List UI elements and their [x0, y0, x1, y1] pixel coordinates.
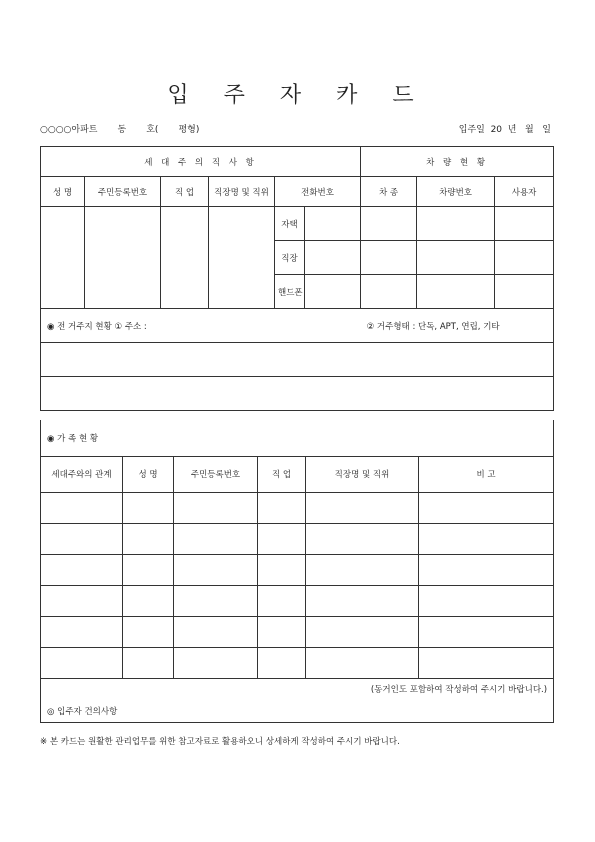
car-number-field-2[interactable]	[417, 241, 495, 275]
resident-number-field[interactable]	[85, 207, 161, 309]
phone-type-work: 직장	[275, 241, 305, 275]
family-section-title: ◉ 가 족 현 황	[41, 420, 554, 456]
col-family-name: 성 명	[123, 456, 174, 492]
resident-card-form	[40, 146, 554, 411]
car-number-field-1[interactable]	[417, 207, 495, 241]
col-car-type: 차 종	[361, 177, 417, 207]
family-row[interactable]	[41, 616, 554, 647]
family-row[interactable]	[41, 554, 554, 585]
car-user-field-1[interactable]	[495, 207, 554, 241]
family-row[interactable]	[41, 523, 554, 554]
car-type-field-1[interactable]	[361, 207, 417, 241]
footer-note: ※ 본 카드는 원활한 관리업무를 위한 참고자료로 활용하오니 상세하게 작성하여 주시기 바랍니다.	[40, 737, 400, 747]
phone-work-field[interactable]	[305, 241, 361, 275]
vehicle-section-title: 차 량 현 황	[361, 147, 554, 177]
family-row[interactable]	[41, 647, 554, 678]
resident-notes-box[interactable]	[41, 678, 554, 722]
family-table	[40, 420, 554, 723]
car-user-field-3[interactable]	[495, 275, 554, 309]
phone-home-field[interactable]	[305, 207, 361, 241]
previous-address-field-2[interactable]	[41, 377, 554, 411]
family-row[interactable]	[41, 585, 554, 616]
name-field[interactable]	[41, 207, 85, 309]
col-occupation: 직 업	[161, 177, 209, 207]
family-row[interactable]	[41, 492, 554, 523]
col-resident-number: 주민등록번호	[85, 177, 161, 207]
col-phone: 전화번호	[275, 177, 361, 207]
resident-notes-label: ◎ 입주자 건의사항	[47, 706, 118, 717]
col-relation: 세대주와의 관계	[41, 456, 123, 492]
col-workplace: 직장명 및 직위	[209, 177, 275, 207]
page-title: 입 주 자 카 드	[167, 83, 428, 108]
car-user-field-2[interactable]	[495, 241, 554, 275]
occupation-field[interactable]	[161, 207, 209, 309]
move-in-date: 입주일 20 년 월 일	[458, 125, 551, 135]
household-section-title: 세 대 주 의 직 사 항	[41, 147, 361, 177]
col-remarks: 비 고	[419, 456, 554, 492]
housing-type-label: ② 거주형태 : 단독, APT, 연립, 기타	[361, 309, 554, 343]
col-car-number: 차량번호	[417, 177, 495, 207]
col-family-workplace: 직장명 및 직위	[306, 456, 419, 492]
col-family-resident-number: 주민등록번호	[174, 456, 258, 492]
car-number-field-3[interactable]	[417, 275, 495, 309]
car-type-field-3[interactable]	[361, 275, 417, 309]
col-family-occupation: 직 업	[258, 456, 306, 492]
previous-address-field-1[interactable]	[41, 343, 554, 377]
previous-address-label: ◉ 전 거주지 현황 ① 주소 :	[41, 309, 361, 343]
phone-type-home: 자택	[275, 207, 305, 241]
phone-mobile-field[interactable]	[305, 275, 361, 309]
unit-info: ○○○○아파트 동 호( 평형)	[40, 125, 200, 135]
col-name: 성 명	[41, 177, 85, 207]
phone-type-mobile: 핸드폰	[275, 275, 305, 309]
family-note: (동거인도 포함하여 작성하여 주시기 바랍니다.)	[370, 684, 548, 695]
workplace-field[interactable]	[209, 207, 275, 309]
col-car-user: 사용자	[495, 177, 554, 207]
car-type-field-2[interactable]	[361, 241, 417, 275]
